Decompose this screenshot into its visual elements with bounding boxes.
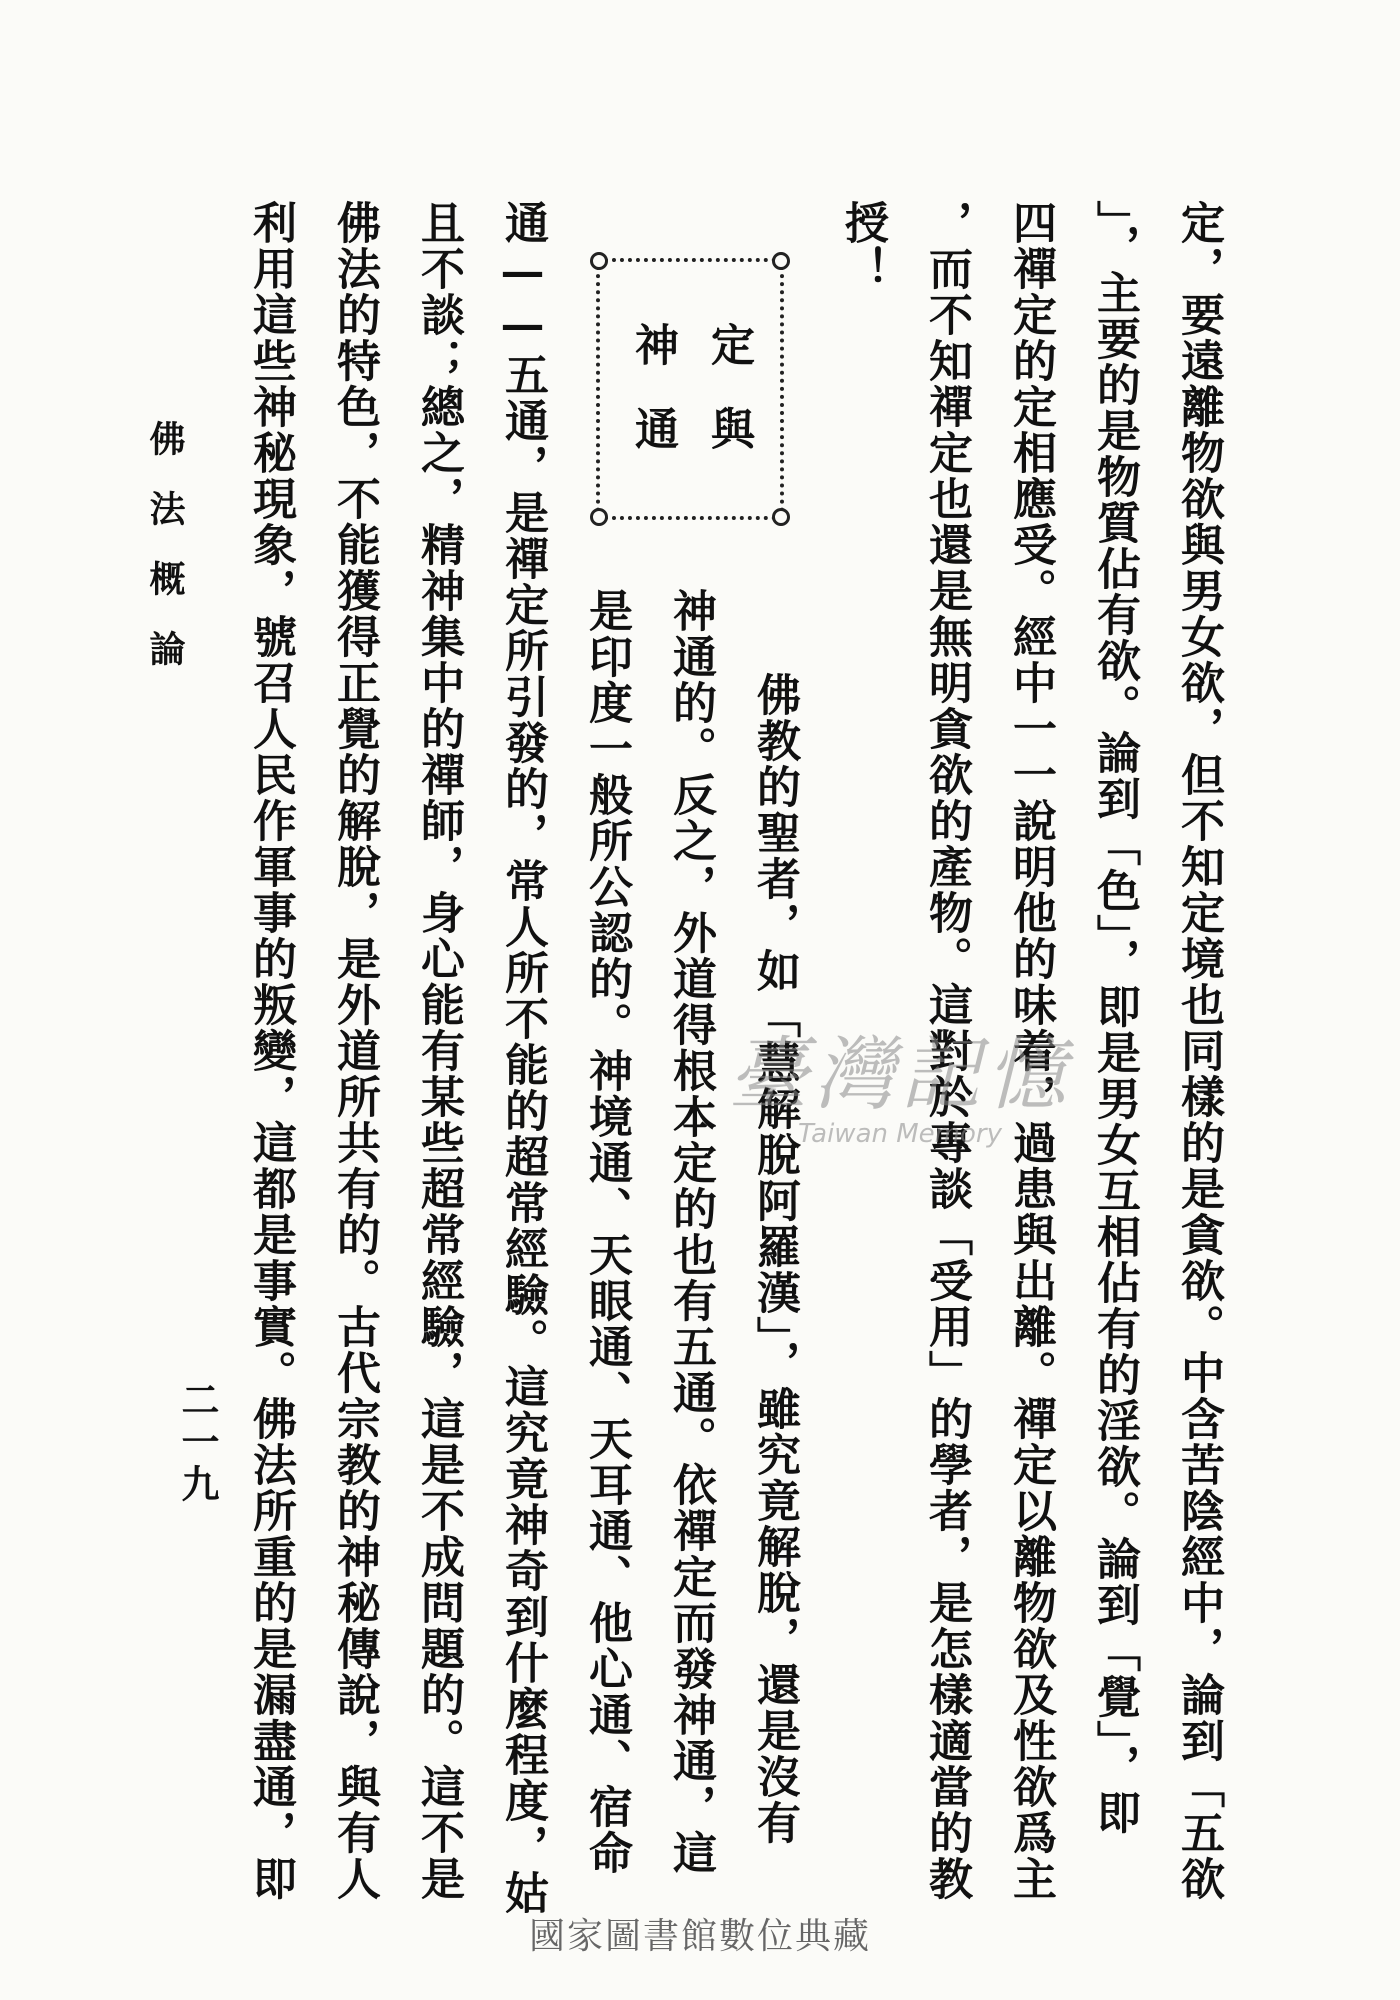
section-heading-line-1: 定與 [703, 322, 754, 490]
watermark-text-en: Taiwan Memory [798, 1119, 1002, 1149]
watermark-logo [720, 1010, 1080, 1149]
page-number: 二一九 [175, 1380, 220, 1506]
text-column-11: 佛法的特色，不能獲得正覺的解脫，是外道所共有的。古代宗教的神秘傳說，與有人 [329, 200, 380, 1902]
running-title: 佛法概論 [144, 420, 186, 700]
heading-corner-ornament [772, 252, 790, 270]
text-column-5: 授！ [837, 200, 888, 292]
heading-corner-ornament [772, 508, 790, 526]
text-column-1: 定，要遠離物欲與男女欲，但不知定境也同樣的是貪欲。中含苦陰經中，論到「五欲 [1173, 200, 1224, 1902]
section-heading-line-2: 神通 [627, 322, 678, 490]
text-column-10: 且不談；總之，精神集中的禪師，身心能有某些超常經驗，這是不成問題的。這不是 [413, 200, 464, 1902]
text-column-12: 利用這些神秘現象，號召人民作軍事的叛變，這都是事實。佛法所重的是漏盡通，即 [245, 200, 296, 1902]
heading-corner-ornament [590, 252, 608, 270]
section-heading-box [596, 258, 784, 520]
watermark-text-cn: 臺灣記憶 [728, 1028, 1072, 1121]
text-column-4: ，而不知禪定也還是無明貪欲的產物。這對於專談「受用」的學者，是怎樣適當的教 [921, 200, 972, 1902]
text-column-6: 佛教的聖者，如「慧解脫阿羅漢」，雖究竟解脫，還是沒有 [749, 672, 800, 1846]
text-column-7: 神通的。反之，外道得根本定的也有五通。依禪定而發神通，這 [665, 588, 716, 1876]
footer-credit: 國家圖書館數位典藏 [528, 1916, 871, 1957]
heading-corner-ornament [590, 508, 608, 526]
text-column-3: 四禪定的定相應受。經中一一說明他的味着，過患與出離。禪定以離物欲及性欲爲主 [1005, 200, 1056, 1902]
text-column-9: 通——五通，是禪定所引發的，常人所不能的超常經驗。這究竟神奇到什麼程度，姑 [497, 200, 548, 1916]
text-column-8: 是印度一般所公認的。神境通、天眼通、天耳通、他心通、宿命 [581, 588, 632, 1876]
text-column-2: 」，主要的是物質佔有欲。論到「色」，即是男女互相佔有的淫欲。論到「覺」，即 [1089, 200, 1140, 1836]
